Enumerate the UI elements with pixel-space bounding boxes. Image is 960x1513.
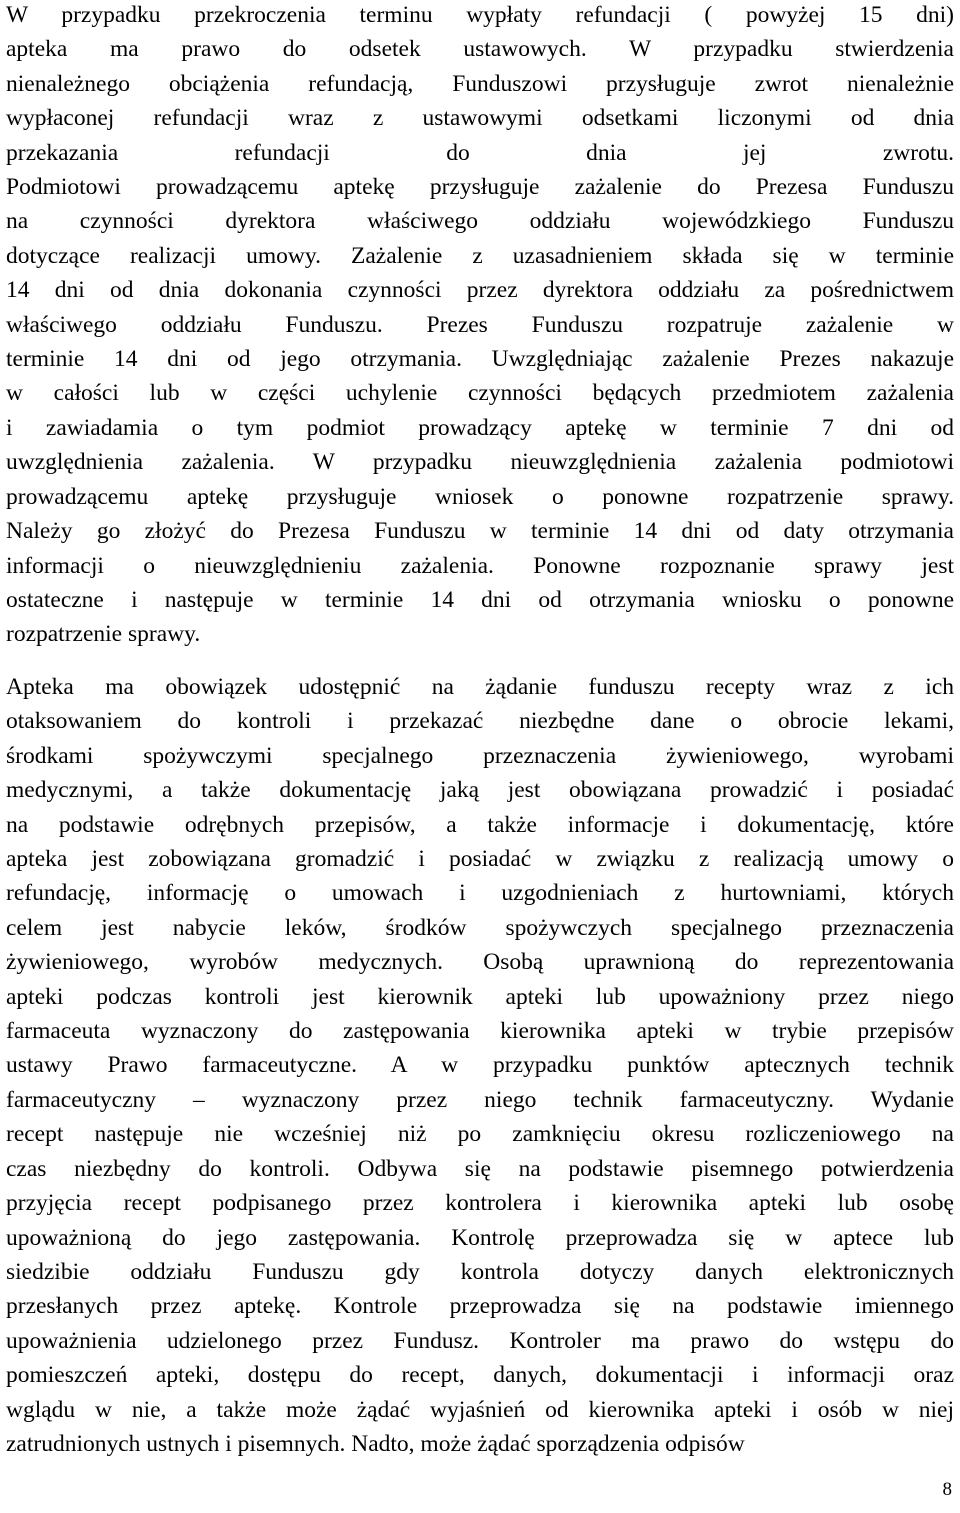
text-line: na czynności dyrektora właściwego oddziału wojewódzkiego Funduszu [6,208,954,235]
text-line: farmaceutyczny – wyznaczony przez niego technik farmaceutyczny. Wydanie [6,1086,954,1113]
text-line: przekazania refundacji do dnia jej zwrotu. [6,139,954,166]
text-line: nienależnego obciążenia refundacją, Funduszowi przysługuje zwrot nienależnie [6,70,954,97]
text-line: na podstawie odrębnych przepisów, a także informacje i dokumentację, które [6,811,954,838]
text-line: zatrudnionych ustnych i pisemnych. Nadto, może żądać sporządzenia odpisów [6,1430,745,1457]
text-line: przesłanych przez aptekę. Kontrole przeprowadza się na podstawie imiennego [6,1293,954,1320]
text-line: W przypadku przekroczenia terminu wypłaty refundacji ( powyżej 15 dni) [6,2,954,28]
text-line: apteka jest zobowiązana gromadzić i posiadać w związku z realizacją umowy o [6,846,954,873]
text-line: medycznymi, a także dokumentację jaką jest obowiązana prowadzić i posiadać [6,777,954,804]
text-line: przyjęcia recept podpisanego przez kontrolera i kierownika apteki lub osobę [6,1190,954,1217]
text-line: informacji o nieuwzględnieniu zażalenia. Ponowne rozpoznanie sprawy jest [6,552,954,579]
text-line: środkami spożywczymi specjalnego przeznaczenia żywieniowego, wyrobami [6,742,954,769]
text-line: wypłaconej refundacji wraz z ustawowymi odsetkami liczonymi od dnia [6,105,954,132]
text-line: apteka ma prawo do odsetek ustawowych. W przypadku stwierdzenia [6,36,954,63]
text-line: ostateczne i następuje w terminie 14 dni od otrzymania wniosku o ponowne [6,586,954,613]
text-line: uwzględnienia zażalenia. W przypadku nieuwzględnienia zażalenia podmiotowi [6,449,954,476]
text-line: farmaceuta wyznaczony do zastępowania kierownika apteki w trybie przepisów [6,1018,954,1045]
paragraph-refund-interest-and-complaint [6,0,954,652]
text-line: Apteka ma obowiązek udostępnić na żądanie funduszu recepty wraz z ich [6,674,954,700]
text-line: apteki podczas kontroli jest kierownik apteki lub upoważniony przez niego [6,983,954,1010]
text-line: recept następuje nie wcześniej niż po zamknięciu okresu rozliczeniowego na [6,1121,954,1148]
text-line: upoważnienia udzielonego przez Fundusz. Kontroler ma prawo do wstępu do [6,1327,954,1354]
text-line: pomieszczeń apteki, dostępu do recept, danych, dokumentacji i informacji oraz [6,1362,954,1389]
text-line: ustawy Prawo farmaceutyczne. A w przypadku punktów aptecznych technik [6,1052,954,1079]
text-line: upoważnioną do jego zastępowania. Kontrolę przeprowadza się w aptece lub [6,1224,954,1251]
text-line: refundację, informację o umowach i uzgodnieniach z hurtowniami, których [6,880,954,907]
text-line: w całości lub w części uchylenie czynności będących przedmiotem zażalenia [6,380,954,407]
text-line: celem jest nabycie leków, środków spożywczych specjalnego przeznaczenia [6,914,954,941]
paragraph-pharmacy-inspection-duties [6,670,954,1461]
text-line: prowadzącemu aptekę przysługuje wniosek o ponowne rozpatrzenie sprawy. [6,483,954,510]
text-line: i zawiadamia o tym podmiot prowadzący aptekę w terminie 7 dni od [6,414,954,441]
text-line: otaksowaniem do kontroli i przekazać niezbędne dane o obrocie lekami, [6,708,954,735]
text-line: rozpatrzenie sprawy. [6,621,201,648]
text-line: dotyczące realizacji umowy. Zażalenie z uzasadnieniem składa się w terminie [6,242,954,269]
text-line: wglądu w nie, a także może żądać wyjaśnień od kierownika apteki i osób w niej [6,1396,954,1423]
text-line: siedzibie oddziału Funduszu gdy kontrola dotyczy danych elektronicznych [6,1258,954,1285]
text-line: Podmiotowi prowadzącemu aptekę przysługuje zażalenie do Prezesa Funduszu [6,174,954,201]
text-line: żywieniowego, wyrobów medycznych. Osobą uprawnioną do reprezentowania [6,949,954,976]
text-line: czas niezbędny do kontroli. Odbywa się na podstawie pisemnego potwierdzenia [6,1155,954,1182]
text-line: 14 dni od dnia dokonania czynności przez dyrektora oddziału za pośrednictwem [6,277,954,304]
page-number: 8 [942,1479,952,1500]
text-line: Należy go złożyć do Prezesa Funduszu w terminie 14 dni od daty otrzymania [6,518,954,545]
text-line: terminie 14 dni od jego otrzymania. Uwzględniając zażalenie Prezes nakazuje [6,346,954,373]
text-line: właściwego oddziału Funduszu. Prezes Funduszu rozpatruje zażalenie w [6,311,954,338]
